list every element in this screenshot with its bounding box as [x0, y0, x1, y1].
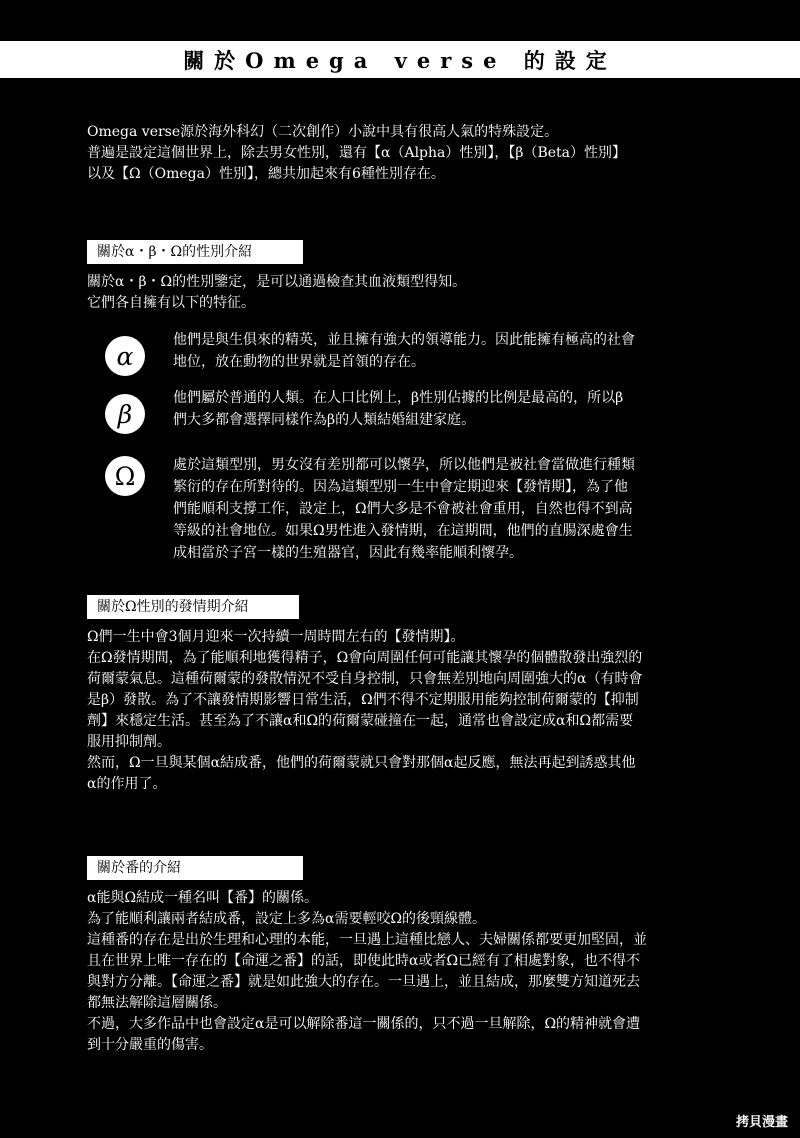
section-heading-genders: 關於α・β・Ω的性別介紹 — [87, 240, 303, 264]
omega-description: 處於這類型別，男女沒有差別都可以懷孕，所以他們是被社會當做進行種類 繁衍的存在所對待的。因為這類型別一生中會定期迎來【發情期】，為了他 們能順利支撐工作，設定上，Ω們大多是不會被社會重用，自然也得不到高 等級的社會地位。如果Ω男性進入發情期，在這期間，他們的直腸深處會生 成相當於子宮一樣的生殖器官，因此有幾率能順利懷孕。 — [173, 457, 635, 561]
omega-symbol-icon: Ω — [105, 456, 145, 496]
section-bond-body: α能與Ω結成一種名叫【番】的關係。 為了能順利讓兩者結成番，設定上多為α需要輕咬Ω的後頸線體。 這種番的存在是出於生理和心理的本能，一旦遇上這種比戀人、夫婦關係都要更加堅固，並 且在世界上唯一存在的【命運之番】的話，即使此時α或者Ω已經有了相處對象，也不得不 與對方分離。【命運之番】就是如此強大的存在。一旦遇上，並且結成，那麼雙方知道死去 都無法解除這層關係。 不過，大多作品中也會設定α是可以解除番這一關係的，只不過一旦解除，Ω的精神就會遭 到十分嚴重的傷害。 — [87, 890, 647, 1053]
beta-symbol-icon: β — [105, 394, 145, 434]
page-title: 關於Omega verse 的設定 — [0, 41, 800, 78]
alpha-description: 他們是與生俱來的精英，並且擁有強大的領導能力。因此能擁有極高的社會 地位，放在動物的世界就是首領的存在。 — [173, 332, 635, 370]
watermark: 拷貝漫畫 — [735, 1115, 788, 1130]
section-genders-body: 關於α・β・Ω的性別鑒定，是可以通過檢查其血液類型得知。 它們各自擁有以下的特征。 — [87, 274, 467, 311]
section-heat-body: Ω們一生中會3個月迎來一次持續一周時間左右的【發情期】。 在Ω發情期間，為了能順利地獲得精子，Ω會向周圍任何可能讓其懷孕的個體散發出強烈的 荷爾蒙氣息。這種荷爾蒙的發散情況不受自身控制，只會無差別地向周圍強大的α（有時會 是β）發散。為了不讓發情期影響日常生活，Ω們不得不定期服用能夠控制荷爾蒙的【抑制 劑】來穩定生活。甚至為了不讓α和Ω的荷爾蒙碰撞在一起，通常也會設定成α和Ω都需要 服用抑制劑。 然而，Ω一旦與某個α結成番，他們的荷爾蒙就只會對那個α起反應，無法再起到誘惑其他 α的作用了。 — [87, 629, 643, 792]
section-heading-bond: 關於番的介紹 — [87, 856, 303, 880]
section-heading-heat: 關於Ω性別的發情期介紹 — [87, 595, 299, 619]
intro-paragraph: Omega verse源於海外科幻（二次創作）小說中具有很高人氣的特殊設定。 普遍是設定這個世界上，除去男女性別，還有【α（Alpha）性別】，【β（Beta）性別】 以及【Ω（Omega）性別】，總共加起來有6種性別存在。 — [87, 124, 627, 182]
alpha-symbol-icon: α — [105, 336, 145, 376]
beta-description: 他們屬於普通的人類。在人口比例上，β性別佔據的比例是最高的，所以β 們大多都會選擇同樣作為β的人類結婚組建家庭。 — [173, 390, 624, 428]
